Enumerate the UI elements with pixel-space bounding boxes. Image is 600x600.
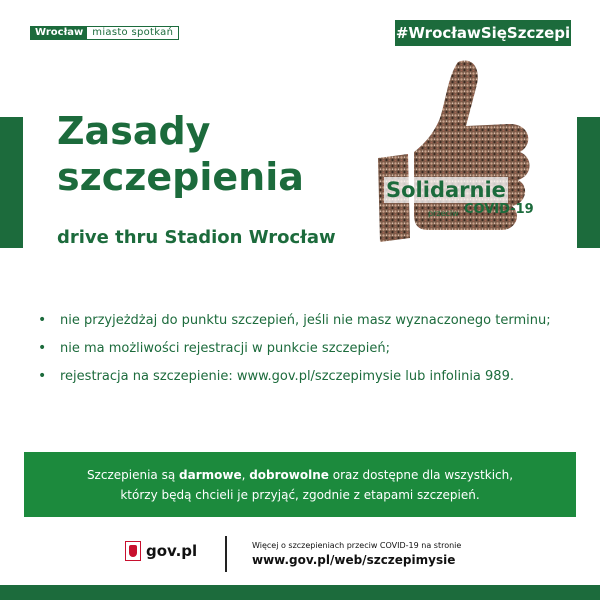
info-bold-darmowe: darmowe — [179, 467, 242, 482]
footer-divider — [225, 536, 227, 572]
info-text-2: , — [241, 467, 250, 482]
more-info-url: www.gov.pl/web/szczepimysie — [252, 553, 456, 567]
gov-logo — [125, 541, 197, 561]
info-line-1 — [24, 465, 576, 485]
more-info-text: Więcej o szczepieniach przeciw COVID-19 na stronie — [252, 541, 462, 550]
wroclaw-logo — [30, 26, 179, 40]
thumbs-up-icon — [370, 54, 540, 254]
right-accent-bar — [577, 117, 600, 248]
title-line-2: szczepienia — [57, 155, 304, 199]
title-line-1: Zasady — [57, 109, 211, 153]
info-text-1: Szczepienia są — [86, 467, 179, 482]
page-title — [57, 108, 304, 200]
rules-list — [38, 313, 551, 397]
logo-city: Wrocław — [31, 27, 87, 39]
bottom-bar — [0, 585, 600, 600]
covid-label: COVID-19 — [464, 202, 534, 217]
przeciw-label: przeciw — [428, 209, 459, 218]
info-line-2: którzy będą chcieli je przyjąć, zgodnie z etapami szczepień. — [120, 487, 480, 502]
solidarnie-label: Solidarnie — [386, 178, 506, 202]
rule-item: • rejestracja na szczepienie: www.gov.pl/szczepimysie lub infolinia 989. — [38, 369, 551, 384]
info-bold-dobrowolne: dobrowolne — [249, 467, 329, 482]
hashtag-badge: #WrocławSięSzczepi — [395, 20, 571, 46]
page-subtitle: drive thru Stadion Wrocław — [57, 227, 336, 248]
logo-slogan: miasto spotkań — [92, 27, 174, 38]
left-accent-bar — [0, 117, 23, 248]
rule-item: • nie ma możliwości rejestracji w punkcie szczepień; — [38, 341, 551, 356]
rule-item: • nie przyjeżdżaj do punktu szczepień, jeśli nie masz wyznaczonego terminu; — [38, 313, 551, 328]
info-text-3: oraz dostępne dla wszystkich, — [328, 467, 514, 482]
polish-eagle-icon — [125, 541, 141, 561]
gov-label: gov.pl — [146, 542, 198, 560]
info-box — [24, 452, 576, 517]
